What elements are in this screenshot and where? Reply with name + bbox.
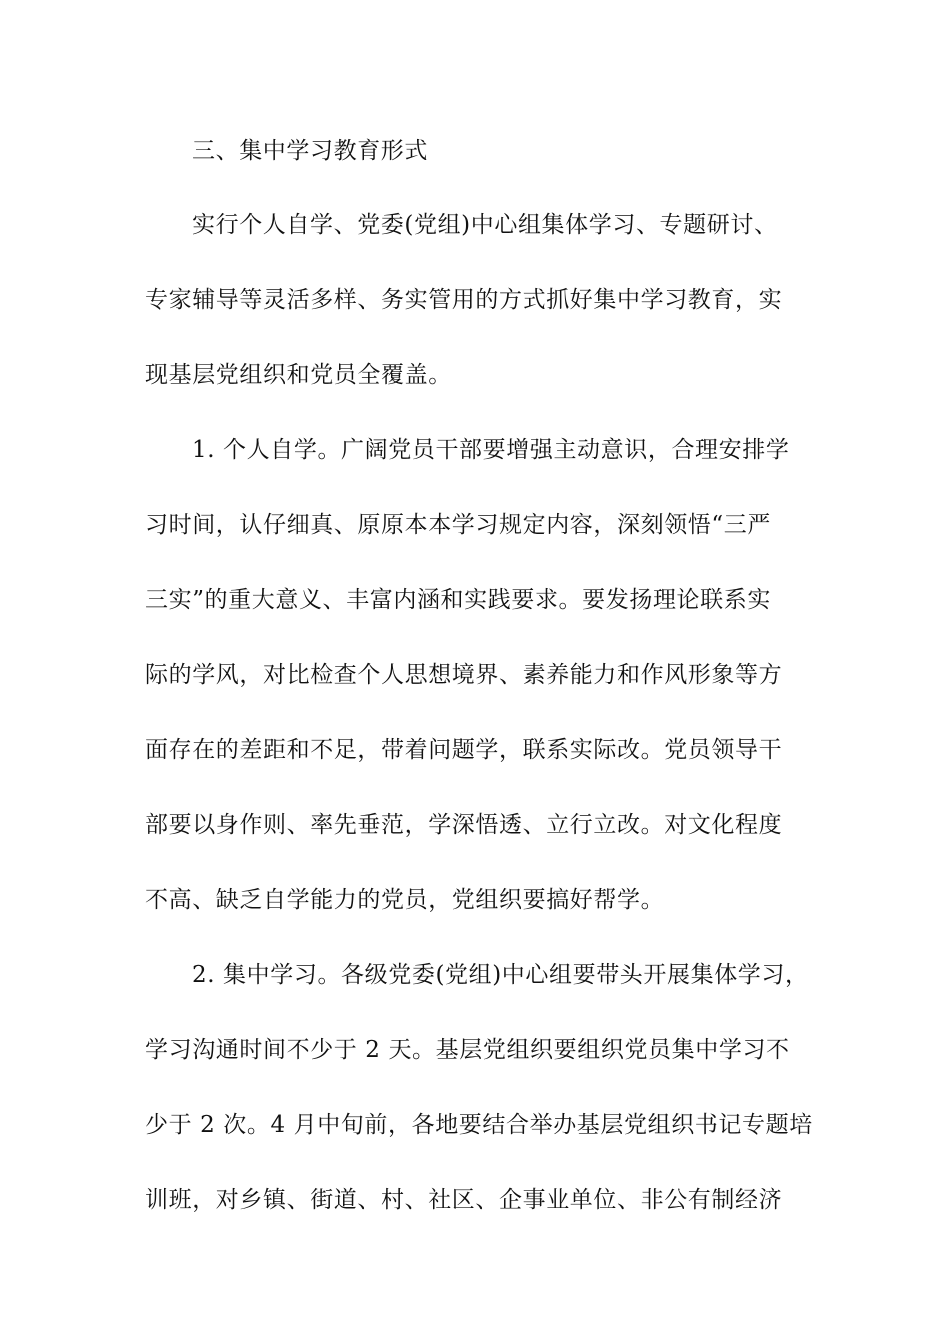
- paragraph-line: 专家辅导等灵活多样、务实管用的方式抓好集中学习教育，实: [145, 287, 783, 313]
- paragraph-line: 少于 2 次。4 月中旬前，各地要结合举办基层党组织书记专题培: [145, 1112, 813, 1138]
- paragraph-line: 际的学风，对比检查个人思想境界、素养能力和作风形象等方: [145, 662, 783, 688]
- paragraph-line: 实行个人自学、党委(党组)中心组集体学习、专题研讨、: [192, 212, 778, 238]
- section-heading: 三、集中学习教育形式: [192, 138, 428, 164]
- paragraph-line: 部要以身作则、率先垂范，学深悟透、立行立改。对文化程度: [145, 812, 783, 838]
- paragraph-line: 学习沟通时间不少于 2 天。基层党组织要组织党员集中学习不: [145, 1037, 790, 1063]
- paragraph-line: 习时间，认仔细真、原原本本学习规定内容，深刻领悟“三严: [145, 512, 771, 538]
- paragraph-line: 2. 集中学习。各级党委(党组)中心组要带头开展集体学习，: [192, 962, 809, 988]
- paragraph-line: 不高、缺乏自学能力的党员，党组织要搞好帮学。: [145, 887, 665, 913]
- paragraph-line: 三实”的重大意义、丰富内涵和实践要求。要发扬理论联系实: [145, 587, 771, 613]
- paragraph-line: 现基层党组织和党员全覆盖。: [145, 362, 452, 388]
- paragraph-line: 训班，对乡镇、街道、村、社区、企事业单位、非公有制经济: [145, 1187, 783, 1213]
- paragraph-line: 1. 个人自学。广阔党员干部要增强主动意识，合理安排学: [192, 437, 790, 463]
- paragraph-line: 面存在的差距和不足，带着问题学，联系实际改。党员领导干: [145, 737, 783, 763]
